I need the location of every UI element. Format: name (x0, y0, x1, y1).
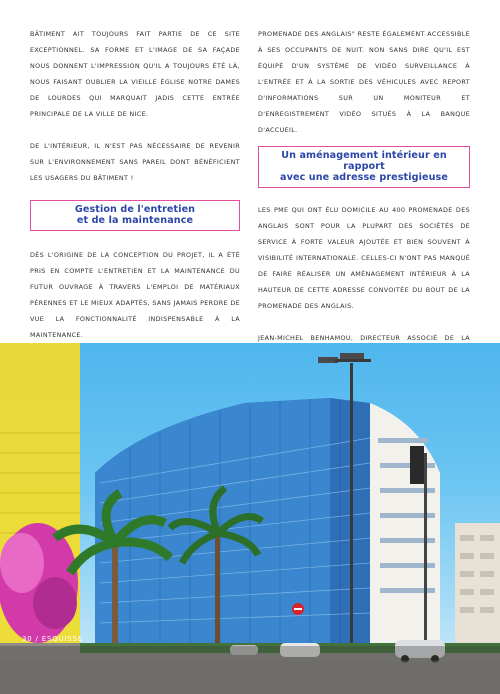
section-heading-interior (258, 146, 470, 188)
right-paragraph-2: LES PME QUI ONT ÉLU DOMICILE AU 400 PROMENADE DES ANGLAIS SONT POUR LA PLUPART DES SOCIÉTÉS DE SERVICE À FORTE VALEUR AJOUTÉE ET BIEN SOUVENT À VISIBILITÉ INTERNATIONALE. CELLES-CI N'ONT PAS MANQUÉ DE FAIRE RÉALISER UN AMÉNAGEMENT INTÉRIEUR À LA HAUTEUR DE CETTE ADRESSE CONVOITÉE DU BOUT DE LA PROMENADE DES ANGLAIS. (258, 206, 470, 310)
heading-line-2: avec une adresse prestigieuse (280, 172, 448, 183)
heading-line-1: Gestion de l'entretien (74, 204, 196, 215)
left-column (30, 26, 240, 391)
heading-line-1: Un aménagement intérieur en rapport (281, 150, 447, 172)
section-heading-maintenance (30, 200, 240, 231)
page-folio: 30 / ESQUISSE (22, 635, 83, 643)
right-paragraph-3: JEAN-MICHEL BENHAMOU, DIRECTEUR ASSOCIÉ DE LA (258, 334, 470, 342)
left-paragraph-1: BÂTIMENT AIT TOUJOURS FAIT PARTIE DE CE SITE EXCEPTIONNEL. SA FORME ET L'IMAGE DE SA FAÇADE NOUS DONNENT L'IMPRESSION QU'IL A TOUJOURS ÉTÉ LÀ, NOUS FAISANT OUBLIER LA VIEILLE ÉGLISE NOTRE DAMES DE LOURDES QUI MARQUAIT JADIS CETTE ENTRÉE PRINCIPALE DE LA VILLE DE NICE. (30, 30, 240, 118)
traffic-light (410, 446, 424, 484)
right-apartment-building (455, 523, 500, 653)
right-paragraph-1: PROMENADE DES ANGLAIS" RESTE ÉGALEMENT ACCESSIBLE À SES OCCUPANTS DE NUIT. NON SANS DIRE QU'IL EST ÉQUIPÉ D'UN SYSTÈME DE VIDÉO SURVEILLANCE À L'ENTRÉE ET À LA SORTIE DES VÉHICULES AVEC REPORT D'INFORMATIONS SUR UN MONITEUR ET D'ENREGISTREMENT VIDÉO SITUÉS À LA BANQUE D'ACCUEIL. (258, 30, 470, 134)
heading-line-2: et de la maintenance (76, 215, 194, 226)
left-paragraph-2: DE L'INTÉRIEUR, IL N'EST PAS NÉCESSAIRE DE REVENIR SUR L'ENVIRONNEMENT SANS PAREIL DONT BÉNÉFICIENT LES USAGERS DU BÂTIMENT ! (30, 142, 240, 182)
left-paragraph-3: DÈS L'ORIGINE DE LA CONCEPTION DU PROJET, IL A ÉTÉ PRIS EN COMPTE L'ENTRETIEN ET LA MAINTENANCE DU FUTUR OUVRAGE À TRAVERS L'EMPLOI DE MATÉRIAUX PÉRENNES ET LE MIEUX ADAPTÉS, SANS JAMAIS PERDRE DE VUE LA FONCTIONNALITÉ INDISPENSABLE À LA MAINTENANCE. (30, 251, 240, 339)
